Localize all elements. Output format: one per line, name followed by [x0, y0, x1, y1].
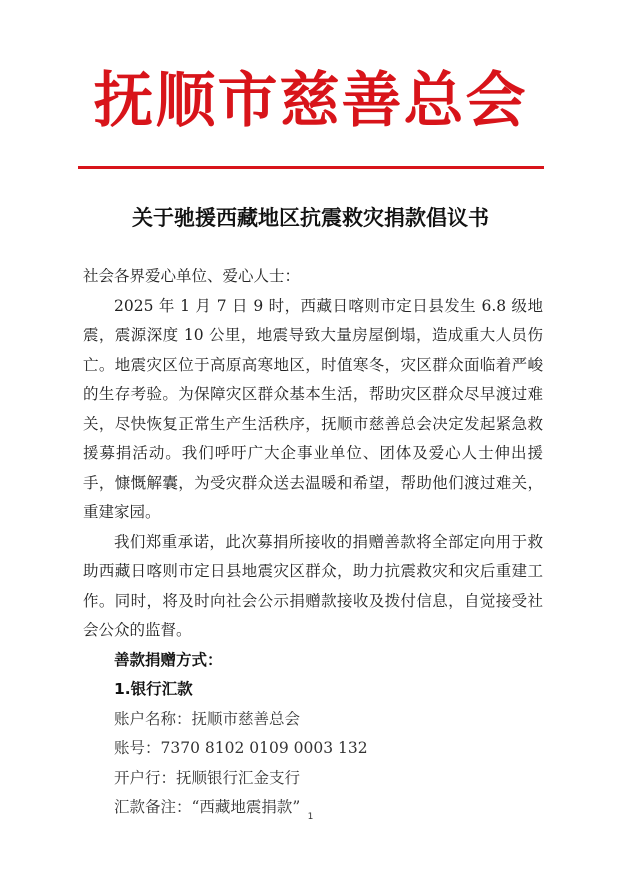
paragraph-1: 2025 年 1 月 7 日 9 时，西藏日喀则市定日县发生 6.8 级地震，震源深度 10 公里，地震导致大量房屋倒塌，造成重大人员伤亡。地震灾区位于高原高寒地区，时值寒冬，灾区群众面临着严峻的生存考验。为保障灾区群众基本生活，帮助灾区群众尽早渡过难关，尽快恢复正常生产生活秩序，抚顺市慈善总会决定发起紧急救援募捐活动。我们呼吁广大企事业单位、团体及爱心人士伸出援手，慷慨解囊，为受灾群众送去温暖和希望，帮助他们渡过难关，重建家园。 [83, 296, 543, 521]
donation-method-heading: 善款捐赠方式： [114, 650, 223, 669]
account-number: 账号：7370 8102 0109 0003 132 [114, 739, 368, 757]
bank-branch: 开户行：抚顺银行汇金支行 [114, 768, 301, 787]
letterhead-red-divider [78, 166, 544, 169]
account-name: 账户名称：抚顺市慈善总会 [114, 709, 301, 728]
document-body [83, 262, 543, 823]
salutation: 社会各界爱心单位、爱心人士： [83, 267, 301, 285]
transfer-remark: 汇款备注：“西藏地震捐款” [114, 798, 301, 816]
organization-letterhead-title: 抚顺市慈善总会 [93, 66, 528, 136]
page-number: 1 [307, 812, 314, 822]
bank-transfer-heading: 1.银行汇款 [114, 680, 193, 698]
paragraph-2: 我们郑重承诺，此次募捐所接收的捐赠善款将全部定向用于救助西藏日喀则市定日县地震灾区群众，助力抗震救灾和灾后重建工作。同时，将及时向社会公示捐赠款接收及拨付信息，自觉接受社会公众的监督。 [83, 532, 543, 639]
document-title: 关于驰援西藏地区抗震救灾捐款倡议书 [132, 205, 489, 230]
